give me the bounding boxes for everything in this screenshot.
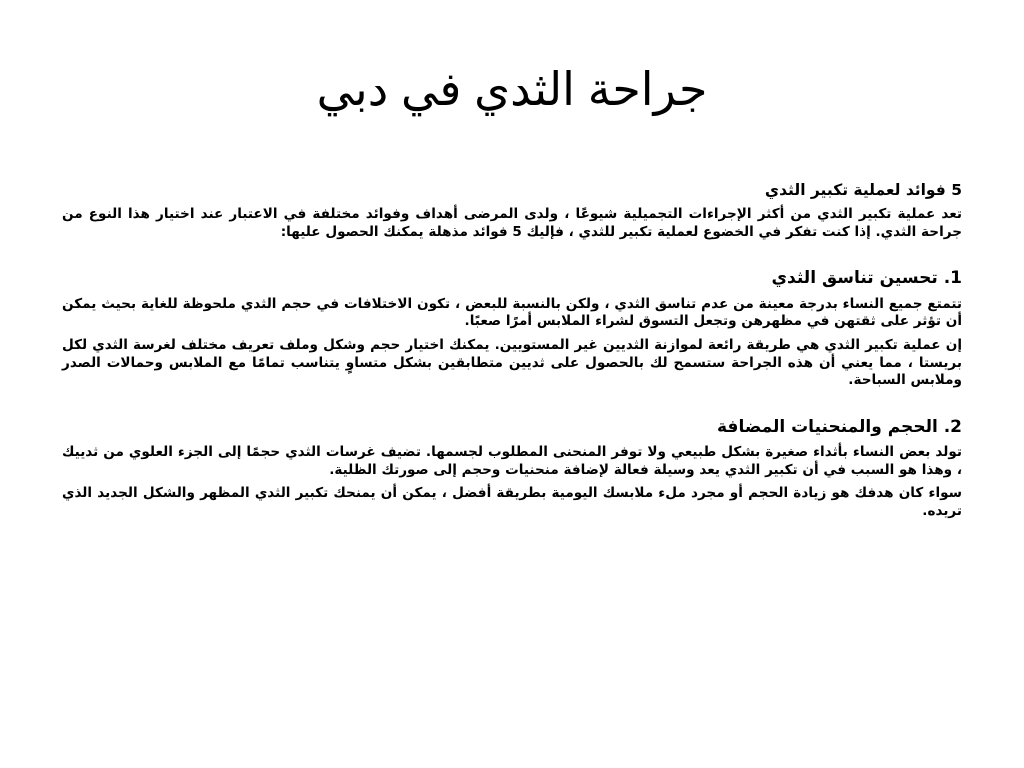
intro-paragraph: تعد عملية تكبير الثدي من أكثر الإجراءات التجميلية شيوعًا ، ولدى المرضى أهداف وفوائد مختلفة في الاعتبار عند اختيار هذا النوع من جراحة الثدي. إذا كنت تفكر في الخضوع لعملية تكبير للثدي ، فإليك 5 فوائد مذهلة يمكنك الحصول عليها: xyxy=(62,206,962,240)
intro-heading: 5 فوائد لعملية تكبير الثدي xyxy=(764,181,962,199)
slide-body xyxy=(62,180,962,527)
section-paragraph: تولد بعض النساء بأثداء صغيرة بشكل طبيعي ولا توفر المنحنى المطلوب لجسمها. تضيف غرسات الثدي حجمًا إلى الجزء العلوي من ثدييك ، وهذا هو السبب في أن تكبير الثدي يعد وسيلة فعالة لإضافة منحنيات وحجم إلى صورتك الظلية. xyxy=(62,444,962,478)
section-heading-volume: 2. الحجم والمنحنيات المضافة xyxy=(717,416,962,437)
slide-title: جراحة الثدي في دبي xyxy=(316,63,708,115)
section-paragraph: تتمتع جميع النساء بدرجة معينة من عدم تناسق الثدي ، ولكن بالنسبة للبعض ، تكون الاختلافات في حجم الثدي ملحوظة للغاية بحيث يمكن أن تؤثر على ثقتهن في مظهرهن وتجعل التسوق لشراء الملابس أمرًا صعبًا. xyxy=(62,295,962,330)
section-paragraph: إن عملية تكبير الثدي هي طريقة رائعة لموازنة الثديين غير المستويين. يمكنك اختيار حجم وشكل وملف تعريف مختلف لغرسة الثدي لكل بريستا ، مما يعني أن هذه الجراحة ستسمح لك بالحصول على ثديين متطابقين بشكل متساوٍ يتناسب تمامًا مع الملابس وحمالات الصدر وملابس السباحة. xyxy=(62,336,962,389)
section-heading-symmetry: 1. تحسين تناسق الثدي xyxy=(771,268,962,289)
section-paragraph: سواء كان هدفك هو زيادة الحجم أو مجرد ملء ملابسك اليومية بطريقة أفضل ، يمكن أن يمنحك تكبير الثدي المظهر والشكل الجديد الذي تريده. xyxy=(62,485,962,520)
